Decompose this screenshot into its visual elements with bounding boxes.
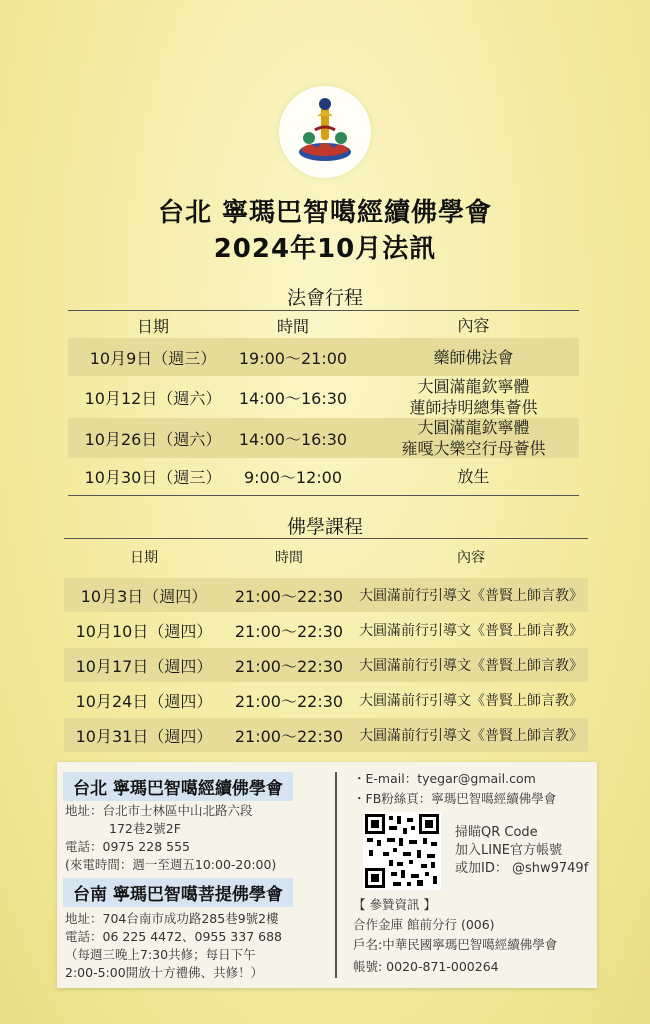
column-header-time: 時間 xyxy=(275,550,303,566)
contact-email: ・E-mail：tyegar@gmail.com xyxy=(353,771,536,786)
row-date: 10月30日（週三） xyxy=(84,467,222,487)
taipei-address: 地址：台北市士林區中山北路六段 xyxy=(65,803,253,818)
line-qr-code-icon xyxy=(363,812,441,890)
row-time: 9:00～12:00 xyxy=(243,467,343,487)
row-time: 21:00～22:30 xyxy=(234,726,344,746)
row-time: 14:00～16:30 xyxy=(238,388,348,408)
row-time: 19:00～21:00 xyxy=(238,348,348,368)
table-row xyxy=(68,418,579,458)
row-date: 10月3日（週四） xyxy=(80,586,208,606)
row-date: 10月12日（週六） xyxy=(84,388,222,408)
schedule-header-row xyxy=(68,312,579,338)
tainan-org-name: 台南 寧瑪巴智噶菩提佛學會 xyxy=(63,878,293,907)
account-number: 帳號: 0020-871-000264 xyxy=(353,959,499,974)
table-row xyxy=(68,376,579,418)
row-time: 21:00～22:30 xyxy=(234,621,344,641)
column-header-date: 日期 xyxy=(136,316,169,336)
tainan-note: （每週三晚上7:30共修；每日下午 xyxy=(65,947,256,962)
row-content: 大圓滿前行引導文《普賢上師言教》 xyxy=(359,658,583,674)
qr-caption: 掃瞄QR Code xyxy=(455,825,538,840)
courses-header-row xyxy=(64,542,588,572)
bank-name: 合作金庫 館前分行 (006) xyxy=(353,917,495,932)
row-content: 大圓滿前行引導文《普賢上師言教》 xyxy=(359,588,583,604)
row-content xyxy=(368,418,579,458)
organization-logo xyxy=(279,86,371,178)
row-content-line: 放生 xyxy=(457,466,490,486)
table-row xyxy=(64,648,588,682)
table-row xyxy=(64,683,588,717)
row-content-line: 蓮師持明總集薈供 xyxy=(409,398,538,417)
tainan-phone: 電話：06 225 4472、0955 337 688 xyxy=(65,929,282,944)
page-title: 台北 寧瑪巴智噶經續佛學會 xyxy=(157,198,493,228)
table-row xyxy=(68,458,579,494)
row-content xyxy=(368,338,579,376)
row-content-line: 大圓滿龍欽寧體 xyxy=(417,418,530,437)
account-name: 戶名:中華民國寧瑪巴智噶經續佛學會 xyxy=(353,937,558,952)
table-row xyxy=(64,613,588,647)
column-header-time: 時間 xyxy=(276,316,309,336)
row-content: 大圓滿前行引導文《普賢上師言教》 xyxy=(359,623,583,639)
row-time: 21:00～22:30 xyxy=(234,691,344,711)
divider xyxy=(64,538,588,539)
column-header-date: 日期 xyxy=(130,550,158,566)
taipei-hours: (來電時間：週一至週五10:00-20:00) xyxy=(65,857,277,872)
table-row xyxy=(64,578,588,612)
schedule-title: 法會行程 xyxy=(286,287,363,309)
row-content: 大圓滿前行引導文《普賢上師言教》 xyxy=(359,693,583,709)
courses-title: 佛學課程 xyxy=(286,516,363,538)
row-content xyxy=(368,458,579,494)
row-content-line: 大圓滿龍欽寧體 xyxy=(417,377,530,396)
taipei-address-line2: 172巷2號2F xyxy=(109,821,181,836)
row-date: 10月31日（週四） xyxy=(75,726,213,746)
qr-caption-line2: 加入LINE官方帳號 xyxy=(455,843,563,858)
tainan-note-line2: 2:00-5:00開放十方禮佛、共修！） xyxy=(65,965,264,980)
taipei-phone: 電話：0975 228 555 xyxy=(65,839,190,854)
column-header-content: 內容 xyxy=(457,550,485,566)
line-id: 或加ID： @shw9749f xyxy=(455,861,589,876)
row-content: 大圓滿前行引導文《普賢上師言教》 xyxy=(359,728,583,744)
divider xyxy=(68,310,579,311)
column-header-content: 內容 xyxy=(457,315,490,335)
row-content-line: 雍嘎大樂空行母薈供 xyxy=(401,439,546,458)
table-row xyxy=(68,338,579,376)
tainan-address: 地址：704台南市成功路285巷9號2樓 xyxy=(65,911,279,926)
row-date: 10月26日（週六） xyxy=(84,429,222,449)
divider xyxy=(68,495,579,496)
row-date: 10月9日（週三） xyxy=(89,348,217,368)
vajra-emblem-icon xyxy=(279,86,371,178)
row-date: 10月10日（週四） xyxy=(75,621,213,641)
row-date: 10月24日（週四） xyxy=(75,691,213,711)
contact-info-box xyxy=(57,762,597,988)
table-row xyxy=(64,718,588,752)
contact-fb: ・FB粉絲頁：寧瑪巴智噶經續佛學會 xyxy=(353,791,557,806)
row-time: 14:00～16:30 xyxy=(238,429,348,449)
taipei-org-name: 台北 寧瑪巴智噶經續佛學會 xyxy=(63,772,293,801)
row-content xyxy=(368,376,579,418)
row-time: 21:00～22:30 xyxy=(234,656,344,676)
donation-title: 【 參贊資訊 】 xyxy=(353,897,436,912)
divider xyxy=(335,772,337,978)
row-content-line: 藥師佛法會 xyxy=(433,347,514,367)
page-subtitle: 2024年10月法訊 xyxy=(213,234,437,264)
row-date: 10月17日（週四） xyxy=(75,656,213,676)
row-time: 21:00～22:30 xyxy=(234,586,344,606)
